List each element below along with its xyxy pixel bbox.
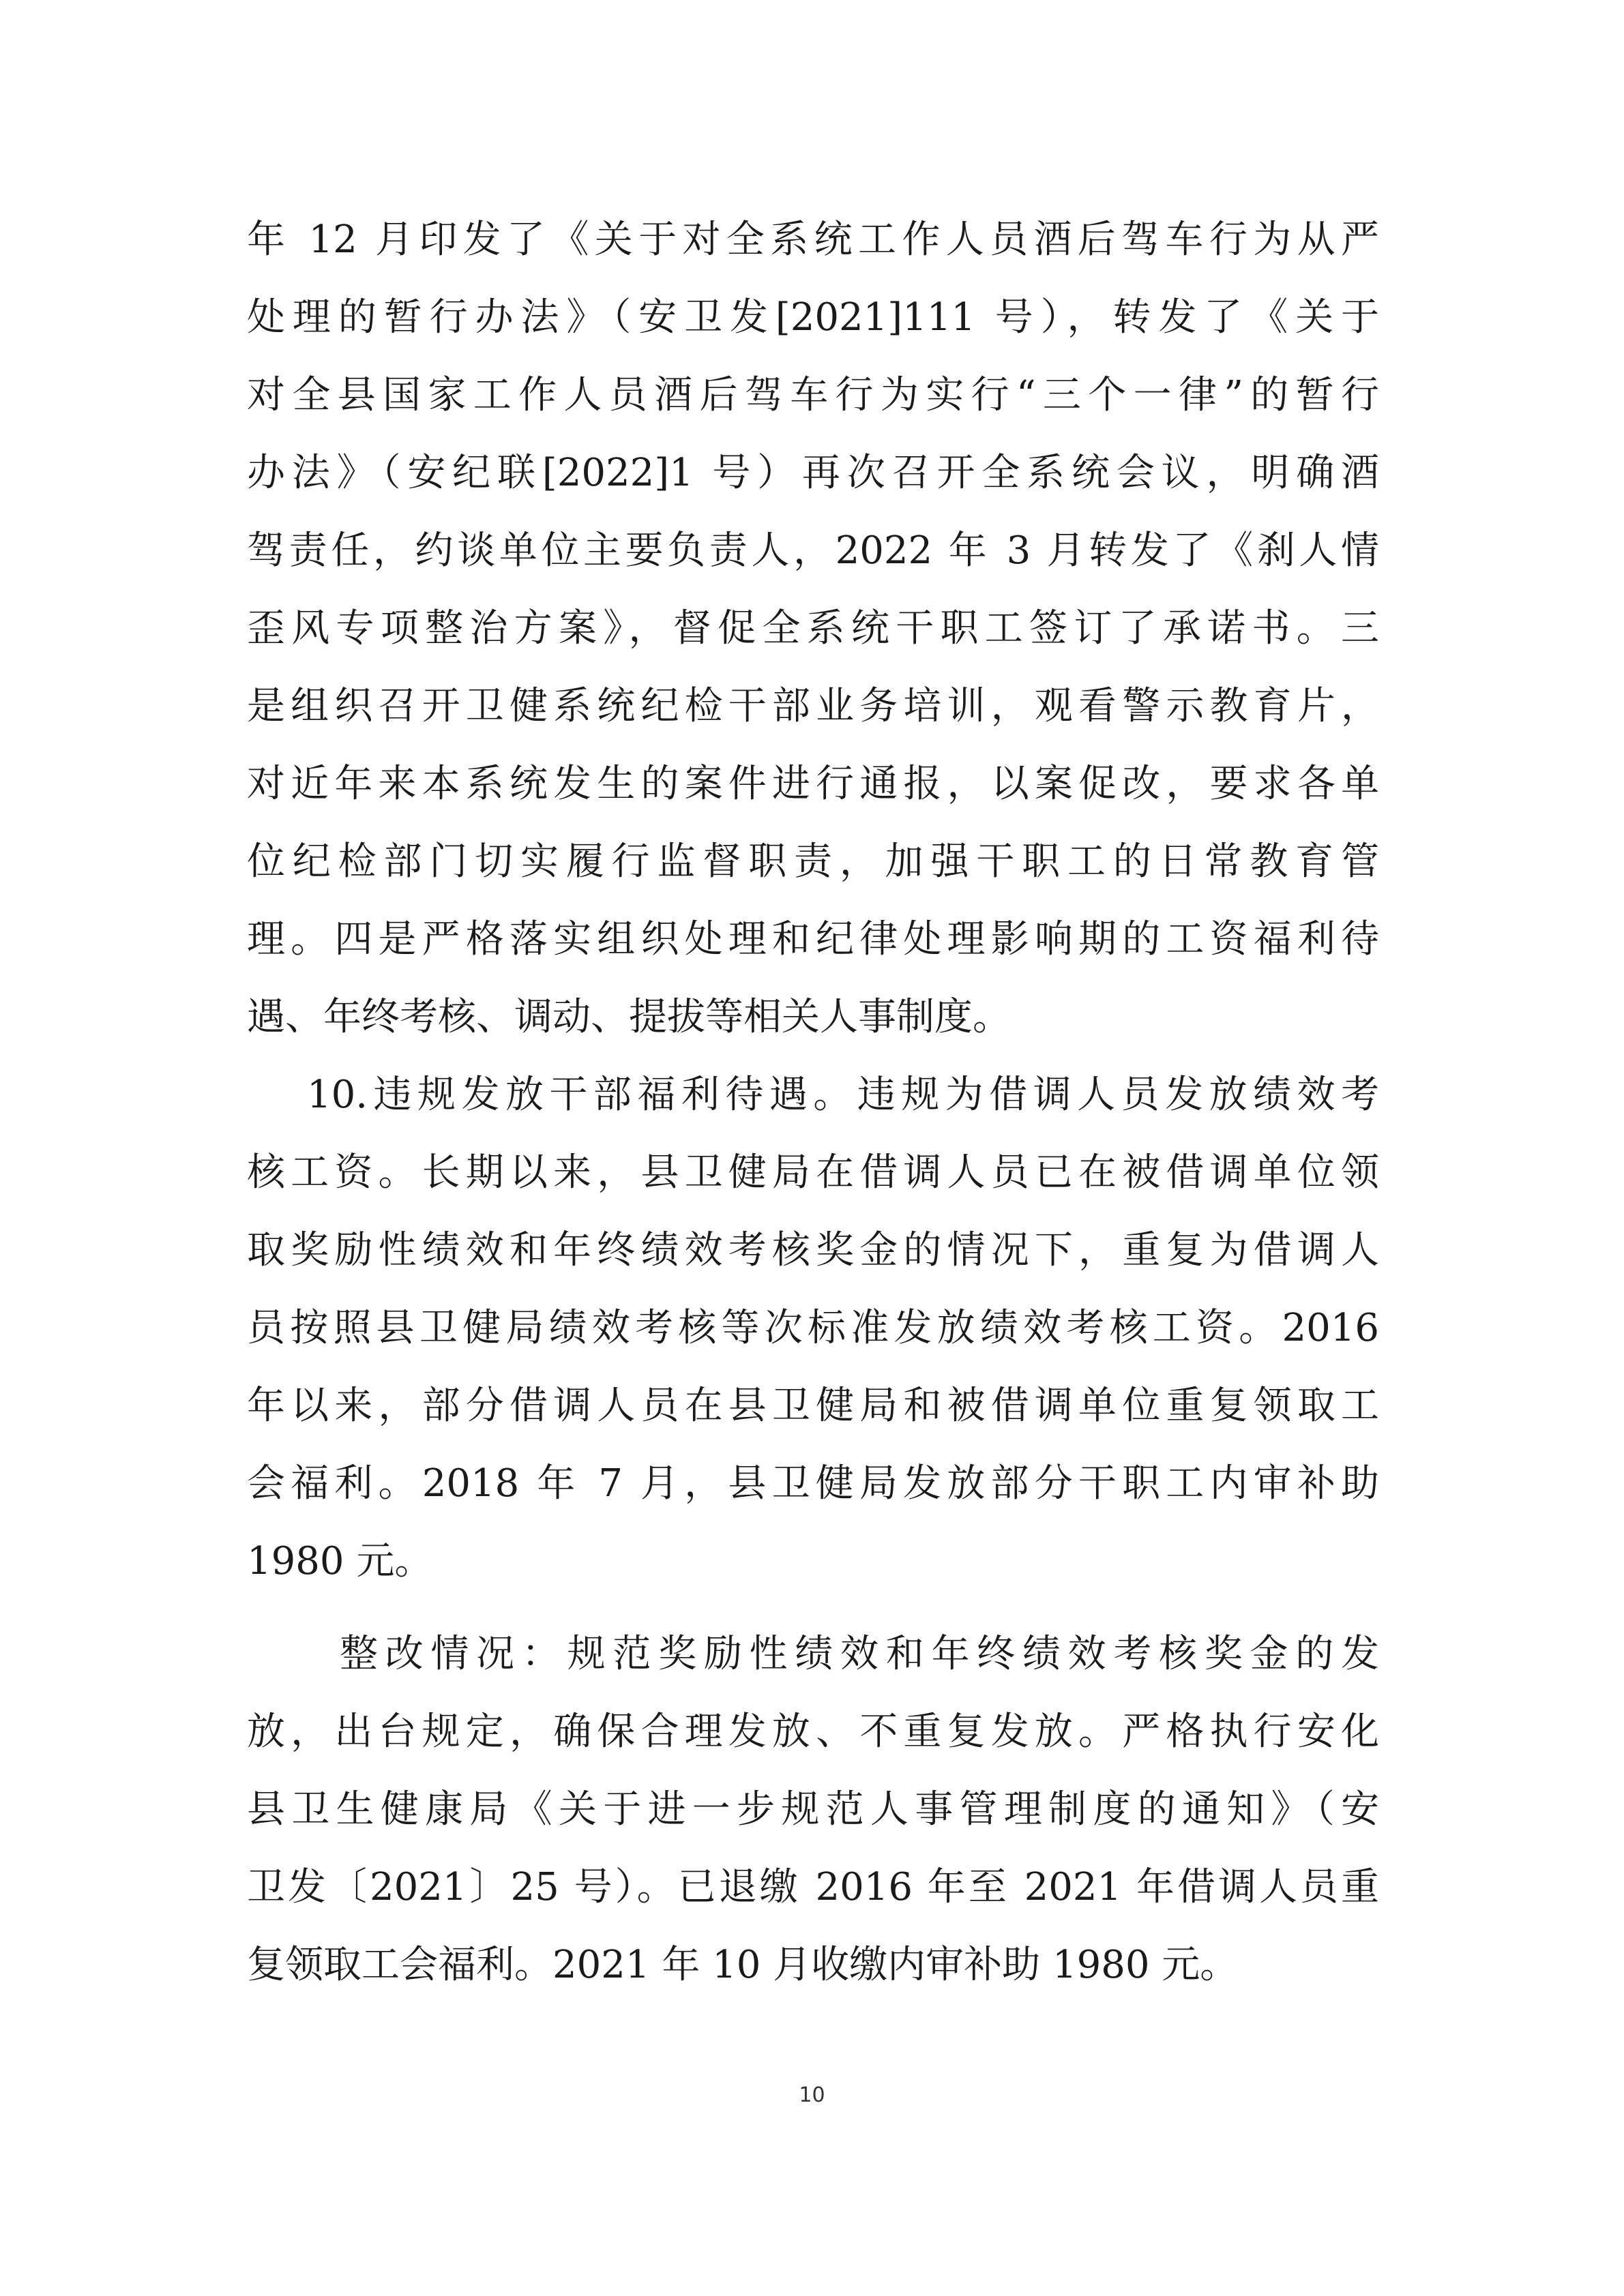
paragraph-3-line-4: 卫发〔2021〕25 号）。已退缴 2016 年至 2021 年借调人员重	[247, 1865, 1379, 1909]
paragraph-spacer	[247, 1600, 1379, 1615]
paragraph-1-line-5: 驾责任，约谈单位主要负责人，2022 年 3 月转发了《刹人情	[247, 528, 1380, 573]
paragraph-3-line-3: 县卫生健康局《关于进一步规范人事管理制度的通知》（安	[247, 1787, 1379, 1832]
paragraph-1-line-9: 位纪检部门切实履行监督职责，加强干职工的日常教育管	[247, 839, 1379, 884]
paragraph-1-line-1: 年 12 月印发了《关于对全系统工作人员酒后驾车行为从严	[247, 218, 1379, 262]
paragraph-1-line-10: 理。四是严格落实组织处理和纪律处理影响期的工资福利待	[247, 917, 1379, 961]
paragraph-1-line-3: 对全县国家工作人员酒后驾车行为实行“三个一律”的暂行	[247, 373, 1379, 417]
paragraph-3-line-1: 整改情况：规范奖励性绩效和年终绩效考核奖金的发	[340, 1632, 1379, 1676]
paragraph-2-line-6: 会福利。2018 年 7 月，县卫健局发放部分干职工内审补助	[247, 1461, 1379, 1506]
paragraph-3-line-5: 复领取工会福利。2021 年 10 月收缴内审补助 1980 元。	[247, 1943, 1239, 1987]
page-number: 10	[799, 2083, 825, 2107]
document-body	[247, 201, 1379, 2004]
paragraph-1-line-2: 处理的暂行办法》（安卫发[2021]111 号），转发了《关于	[247, 295, 1379, 340]
paragraph-2-line-5: 年以来，部分借调人员在县卫健局和被借调单位重复领取工	[247, 1384, 1379, 1428]
paragraph-1-line-6: 歪风专项整治方案》，督促全系统干职工签订了承诺书。三	[247, 606, 1379, 651]
paragraph-3-line-2: 放，出台规定，确保合理发放、不重复发放。严格执行安化	[247, 1710, 1379, 1754]
paragraph-2-line-1: 10.违规发放干部福利待遇。违规为借调人员发放绩效考	[307, 1073, 1379, 1117]
paragraph-1-line-4: 办法》（安纪联[2022]1 号）再次召开全系统会议，明确酒	[247, 451, 1379, 495]
paragraph-2-line-3: 取奖励性绩效和年终绩效考核奖金的情况下，重复为借调人	[247, 1228, 1379, 1272]
paragraph-1-line-7: 是组织召开卫健系统纪检干部业务培训，观看警示教育片，	[247, 684, 1379, 728]
paragraph-2-line-4: 员按照县卫健局绩效考核等次标准发放绩效考核工资。2016	[247, 1306, 1379, 1350]
paragraph-1-line-11: 遇、年终考核、调动、提拔等相关人事制度。	[247, 995, 1011, 1039]
paragraph-1-line-8: 对近年来本系统发生的案件进行通报，以案促改，要求各单	[247, 762, 1379, 806]
paragraph-2-line-2: 核工资。长期以来，县卫健局在借调人员已在被借调单位领	[247, 1150, 1379, 1195]
paragraph-2-line-7: 1980 元。	[247, 1539, 433, 1583]
